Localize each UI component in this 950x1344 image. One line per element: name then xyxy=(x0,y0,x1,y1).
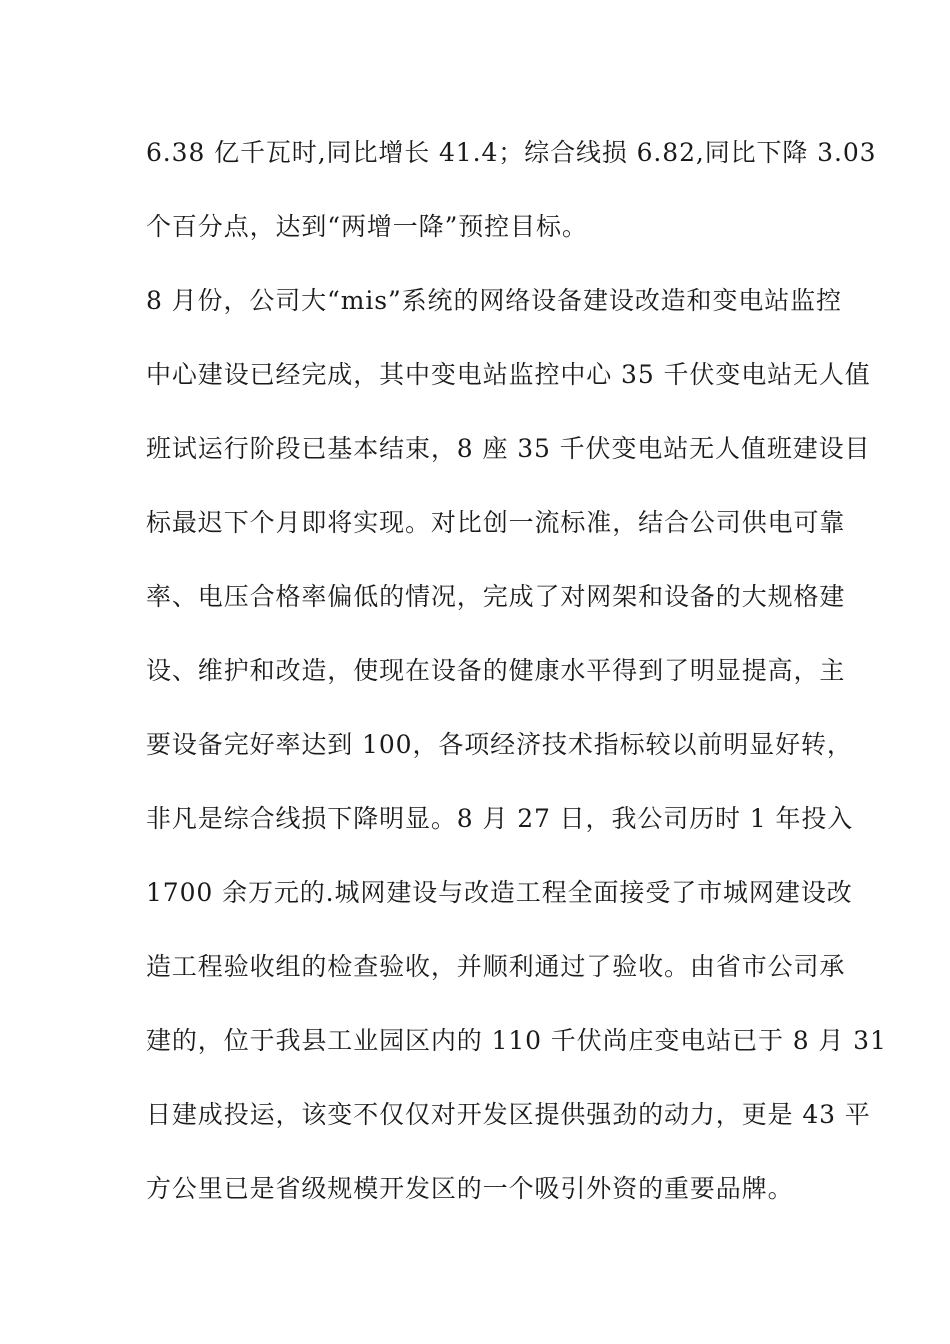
text-line-2: 个百分点，达到“两增一降”预控目标。 xyxy=(146,212,588,241)
text-line-5: 班试运行阶段已基本结束，8 座 35 千伏变电站无人值班建设目 xyxy=(146,434,871,463)
text-line-4: 中心建设已经完成，其中变电站监控中心 35 千伏变电站无人值 xyxy=(146,360,871,389)
text-line-15: 方公里已是省级规模开发区的一个吸引外资的重要品牌。 xyxy=(146,1174,794,1203)
text-line-9: 要设备完好率达到 100，各项经济技术指标较以前明显好转， xyxy=(146,730,853,759)
text-line-11: 1700 余万元的.城网建设与改造工程全面接受了市城网建设改 xyxy=(146,878,853,907)
text-line-1: 6.38 亿千瓦时,同比增长 41.4；综合线损 6.82,同比下降 3.03 xyxy=(146,138,877,167)
text-line-6: 标最迟下个月即将实现。对比创一流标准，结合公司供电可靠 xyxy=(146,508,846,537)
text-line-10: 非凡是综合线损下降明显。8 月 27 日，我公司历时 1 年投入 xyxy=(146,804,854,833)
text-line-8: 设、维护和改造，使现在设备的健康水平得到了明显提高，主 xyxy=(146,656,846,685)
text-line-13: 建的，位于我县工业园区内的 110 千伏尚庄变电站已于 8 月 31 xyxy=(146,1026,887,1055)
text-line-14: 日建成投运，该变不仅仅对开发区提供强劲的动力，更是 43 平 xyxy=(146,1100,871,1129)
text-line-3: 8 月份，公司大“mis”系统的网络设备建设改造和变电站监控 xyxy=(146,286,842,315)
text-line-7: 率、电压合格率偏低的情况，完成了对网架和设备的大规格建 xyxy=(146,582,846,611)
text-line-12: 造工程验收组的检查验收，并顺利通过了验收。由省市公司承 xyxy=(146,952,846,981)
